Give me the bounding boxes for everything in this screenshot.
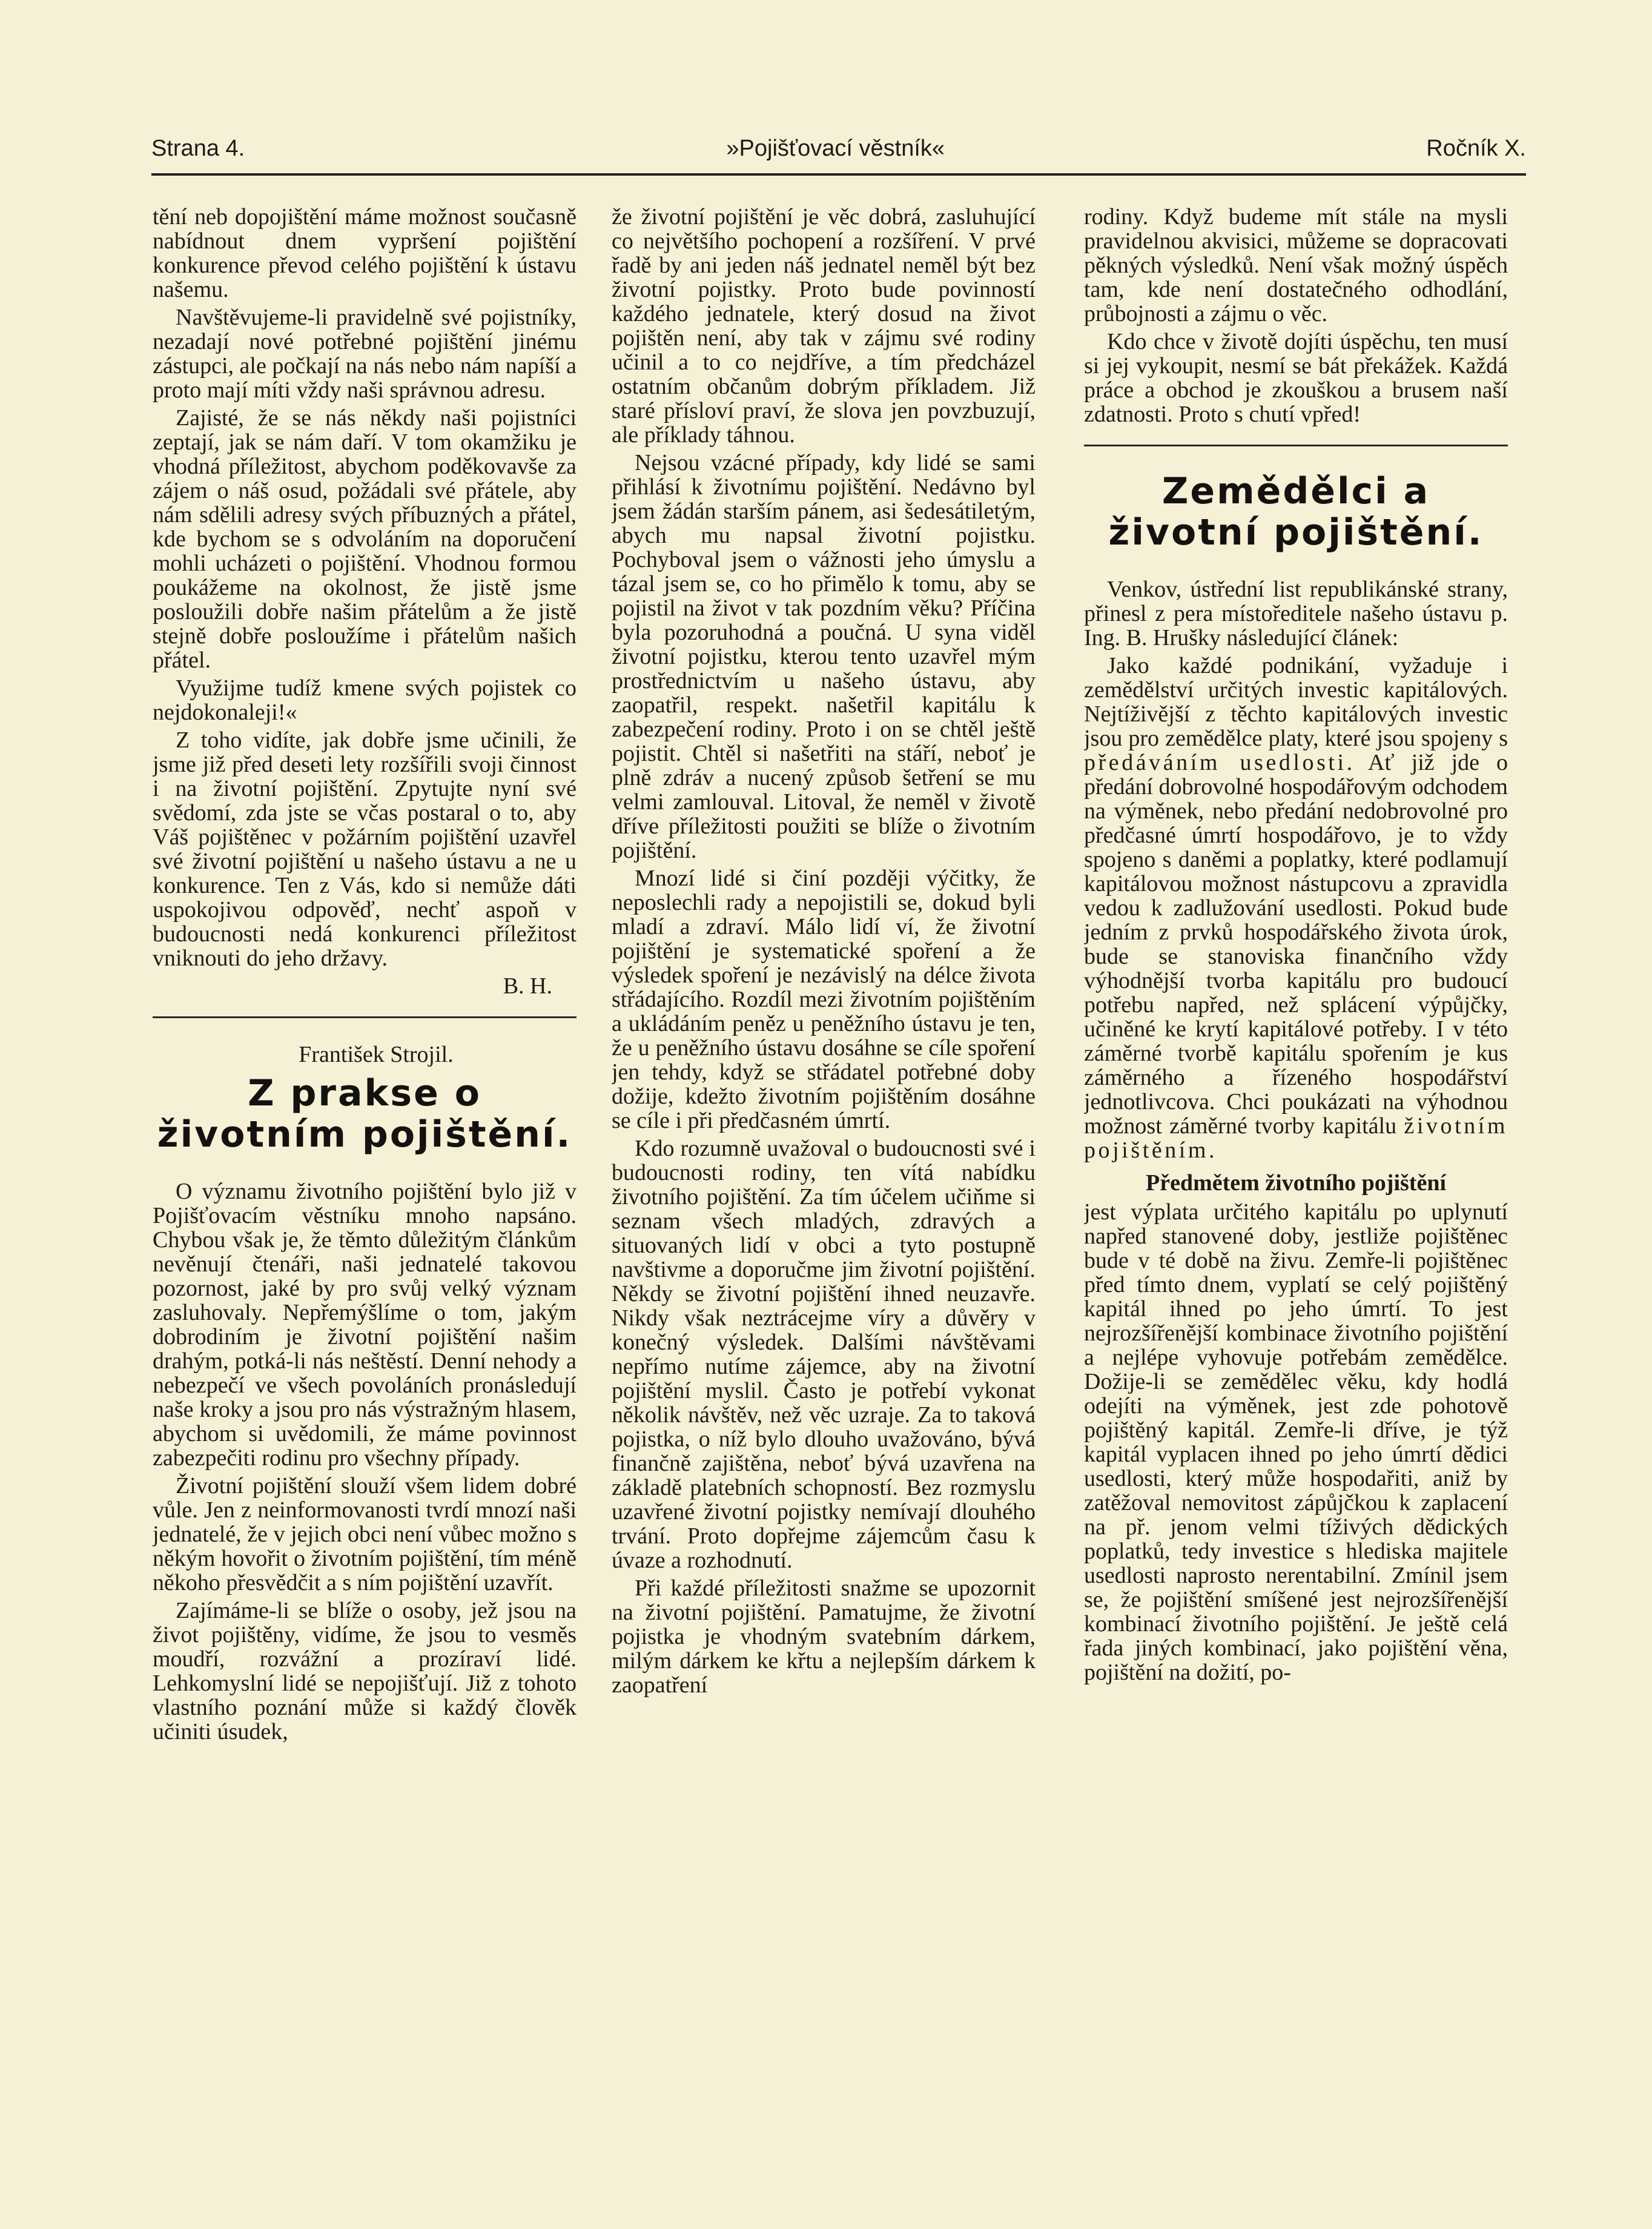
article-byline: František Strojil. bbox=[299, 1042, 454, 1067]
emphasized-text: předáváním usedlosti bbox=[1084, 750, 1347, 775]
paragraph: Při každé příležitosti snažme se upozornit na životní pojištění. Pamatujme, že životní pojistka je vhodným svatebním dárkem, milým dárkem ke křtu a nejlepším dárkem k zaopatření bbox=[612, 1575, 1036, 1698]
paragraph: Životní pojištění slouží všem lidem dobré vůle. Jen z neinformovanosti tvrdí mnozí naši jednatelé, že v jejich obci není vůbec možno s někým hovořit o životním pojištění, tím méně někoho přesvědčit a s ním pojištění uzavřít. bbox=[153, 1473, 577, 1595]
paragraph: Využijme tudíž kmene svých pojistek co nejdokonaleji!« bbox=[153, 675, 577, 725]
text-run: . Ať již jde o předání dobrovolné hospodářovým odchodem na výměnek, nebo předání nedobrovolné pro předčasné úmrtí hospodářovo, je to vždy spojeno s daněmi a poplatky, které podlamují kapitálovou možnost nástupcovu a zpravidla vedou k zadlužování usedlosti. Pokud bude jedním z prvků hospodářského života úrok, bude se stanoviska finančního vždy výhodnější tvorba kapitálu pro budoucí potřebu napřed, než splácení výpůjčky, učiněné ke krytí kapitálové potřeby. I v této záměrné tvorbě kapitálu spořením je kus záměrného a řízeného hospodářství jednotlivcova. Chci poukázati na výhodnou možnost záměrné tvorby kapitálu bbox=[1084, 750, 1508, 1139]
paragraph: Z toho vidíte, jak dobře jsme učinili, že jsme již před deseti lety rozšířili svoji činnost i na životní pojištění. Zpytujte nyní své svědomí, zda jste se včas postaral o to, aby Váš pojištěnec v požárním pojištění uzavřel své životní pojištění u našeho ústavu a ne u konkurence. Ten z Vás, kdo si nemůže dáti uspokojivou odpověď, nechť aspoň v budoucnosti nedá konkurenci příležitost vniknouti do jeho državy. bbox=[153, 727, 577, 971]
paragraph: Nejsou vzácné případy, kdy lidé se sami přihlásí k životnímu pojištění. Nedávno byl jsem žádán starším pánem, asi šedesátiletým, abych mu napsal životní pojistku. Pochyboval jsem o vážnosti jeho úmyslu a tázal jsem se, co ho přimělo k tomu, aby se pojistil na život v tak pozdním věku? Příčina byla pozoruhodná a poučná. U syna viděl životní pojistku, kterou tento uzavřel mým prostřednictvím u našeho ústavu, aby zaopatřil, respekt. našetřil kapitálu k zabezpečení rodiny. Proto i on se chtěl ještě pojistit. Chtěl si našetřiti na stáří, neboť je plně zdráv a nucený způsob šetření se mu velmi zamlouval. Litoval, že neměl v životě dříve příležitosti použiti se blíže o životním pojištění. bbox=[612, 450, 1036, 863]
paragraph: Navštěvujeme-li pravidelně své pojistníky, nezadají nové potřebné pojištění jinému zástupci, ale počkají na nás nebo nám napíší a proto mají míti vždy naši správnou adresu. bbox=[153, 305, 577, 403]
author-initials: B. H. bbox=[503, 973, 552, 999]
section-divider bbox=[1084, 445, 1508, 446]
paragraph: rodiny. Když budeme mít stále na mysli pravidelnou akvisici, můžeme se dopracovati pěkných výsledků. Není však možný úspěch tam, kde není dostatečného odhodlání, průbojnosti a zájmu o věc. bbox=[1084, 205, 1508, 326]
paragraph: Mnozí lidé si činí později výčitky, že neposlechli rady a nepojistili se, dokud byli mladí a zdraví. Málo lidí ví, že životní pojištění je systematické spoření a že výsledek spoření je nezávislý na délce života střádajícího. Rozdíl mezi životním pojištěním a ukládáním peněz u peněžního ústavu je ten, že u peněžního ústavu dosáhne se cíle spoření jen tehdy, když se střádatel potřebné doby dožije, kdežto životním pojištěním dosáhne se cíle i při předčasném úmrtí. bbox=[612, 866, 1036, 1133]
paragraph: tění neb dopojištění máme možnost současně nabídnout dnem vypršení pojištění konkurence převod celého pojištění k ústavu našemu. bbox=[153, 205, 577, 302]
paragraph: Zajisté, že se nás někdy naši pojistníci zeptají, jak se nám daří. V tom okamžiku je vhodná příležitost, abychom poděkovavše za zájem o náš osud, požádali své přátele, aby nám sdělili adresy svých příbuzných a přátel, kde bychom se s odvoláním na doporučení mohli ucházeti o pojištění. Vhodnou formou poukážeme na okolnost, že jistě jsme posloužili dobře našim přátelům a že jistě stejně dobře posloužíme i přátelům našich přátel. bbox=[153, 405, 577, 673]
sub-heading: Předmětem životního pojištění bbox=[1145, 1170, 1447, 1196]
volume-number: Ročník X. bbox=[1426, 136, 1526, 161]
page-number: Strana 4. bbox=[151, 136, 245, 161]
journal-title: »Pojišťovací věstník« bbox=[726, 136, 945, 161]
article-title: Zemědělci a životní pojištění. bbox=[1108, 470, 1484, 554]
paragraph: Kdo chce v životě dojíti úspěchu, ten musí si jej vykoupit, nesmí se bát překážek. Každá práce a obchod je zkouškou a brusem naší zdatnosti. Proto s chutí vpřed! bbox=[1084, 329, 1508, 427]
paragraph: že životní pojištění je věc dobrá, zasluhující co největšího pochopení a rozšíření. V prvé řadě by ani jeden náš jednatel neměl být bez životní pojistky. Proto bude povinností každého jednatele, který dosud na život pojištěn není, aby tak v zájmu své rodiny učinil a to co nejdříve, a tím předcházel ostatním občanům dobrým příkladem. Již staré přísloví praví, že slova jen povzbuzují, ale příklady táhnou. bbox=[612, 205, 1036, 448]
paragraph: Zajímáme-li se blíže o osoby, jež jsou na život pojištěny, vidíme, že jsou to vesměs moudří, rozvážní a prozíraví lidé. Lehkomyslní lidé se nepojišťují. Již z tohoto vlastního poznání může si každý člověk učiniti úsudek, bbox=[153, 1598, 577, 1744]
column-1 bbox=[153, 205, 577, 2204]
paragraph: jest výplata určitého kapitálu po uplynutí napřed stanovené doby, jestliže pojištěnec bude v té době na živu. Zemře-li pojištěnec před tímto dnem, vyplatí se celý pojištěný kapitál ihned po jeho úmrtí. To jest nejrozšířenější kombinace životního pojištění a nejlépe vyhovuje potřebám zemědělce. Dožije-li se zemědělec věku, kdy hodlá odejíti na výměnek, jest zde pohotově pojištěný kapitál. Zemře-li dříve, je týž kapitál vyplacen ihned po jeho úmrtí dědici usedlosti, který může hospodařiti, aniž by zatěžoval nemovitost zápůjčkou k zaplacení na př. jenom velmi tíživých dědických poplatků, tedy investice s hlediska majitele usedlosti naprosto nerentabilní. Zmínil jsem se, že pojištění smíšené jest nejrozšířenější kombinací životního pojištění. Je ještě celá řada jiných kombinací, jako pojištění věna, pojištění na dožití, po- bbox=[1084, 1199, 1508, 1685]
paragraph bbox=[1084, 654, 1508, 1162]
column-2 bbox=[612, 205, 1036, 2204]
emphasized-text: životním pojištěním bbox=[1084, 1113, 1508, 1163]
paragraph: O významu životního pojištění bylo již v Pojišťovacím věstníku mnoho napsáno. Chybou však je, že těmto důležitým článkům nevěnují čtenáři, naši jednatelé takovou pozornost, jaké by pro svůj velký význam zasluhovaly. Nepřemýšlíme o tom, jakým dobrodiním je životní pojištění našim drahým, potká-li nás neštěstí. Denní nehody a nebezpečí ve všech povoláních pronásledují naše kroky a jsou pro nás výstražným hlasem, abychom si uvědomili, že máme povinnost zabezpečiti rodinu pro všechny případy. bbox=[153, 1179, 577, 1471]
text-run: . bbox=[1209, 1138, 1215, 1163]
text-run: Jako každé podnikání, vyžaduje i zemědělství určitých investic kapitálových. Nejtíživější z těchto kapitálových investic jsou pro zemědělce platy, které jsou spojeny s bbox=[1084, 653, 1508, 751]
paragraph: Venkov, ústřední list republikánské strany, přinesl z pera místoředitele našeho ústavu p. Ing. B. Hrušky následující článek: bbox=[1084, 577, 1508, 651]
column-3 bbox=[1084, 205, 1508, 2204]
section-divider bbox=[153, 1016, 577, 1018]
page-header bbox=[151, 137, 1526, 176]
paragraph: Kdo rozumně uvažoval o budoucnosti své i budoucnosti rodiny, ten vítá nabídku životního pojištění. Za tím účelem učiňme si seznam všech mladých, zdravých a situovaných lidí v obci a tyto postupně navštivme a doporučme jim životní pojištění. Někdy se životní pojištění ihned neuzavře. Nikdy však neztrácejme víry a důvěry v konečný výsledek. Dalšími návštěvami nepřímo nutíme zájemce, aby na životní pojištění myslil. Často je potřebí vykonat několik návštěv, než věc uzraje. Za to taková pojistka, o níž bylo dlouho uvažováno, bývá finančně zajištěna, neboť bývá uzavřena na základě platebních schopností. Bez rozmyslu uzavřené životní pojistky nemívají dlouhého trvání. Proto dopřejme zájemcům času k úvaze a rozhodnutí. bbox=[612, 1136, 1036, 1573]
article-title: Z prakse o životním pojištění. bbox=[157, 1072, 572, 1156]
